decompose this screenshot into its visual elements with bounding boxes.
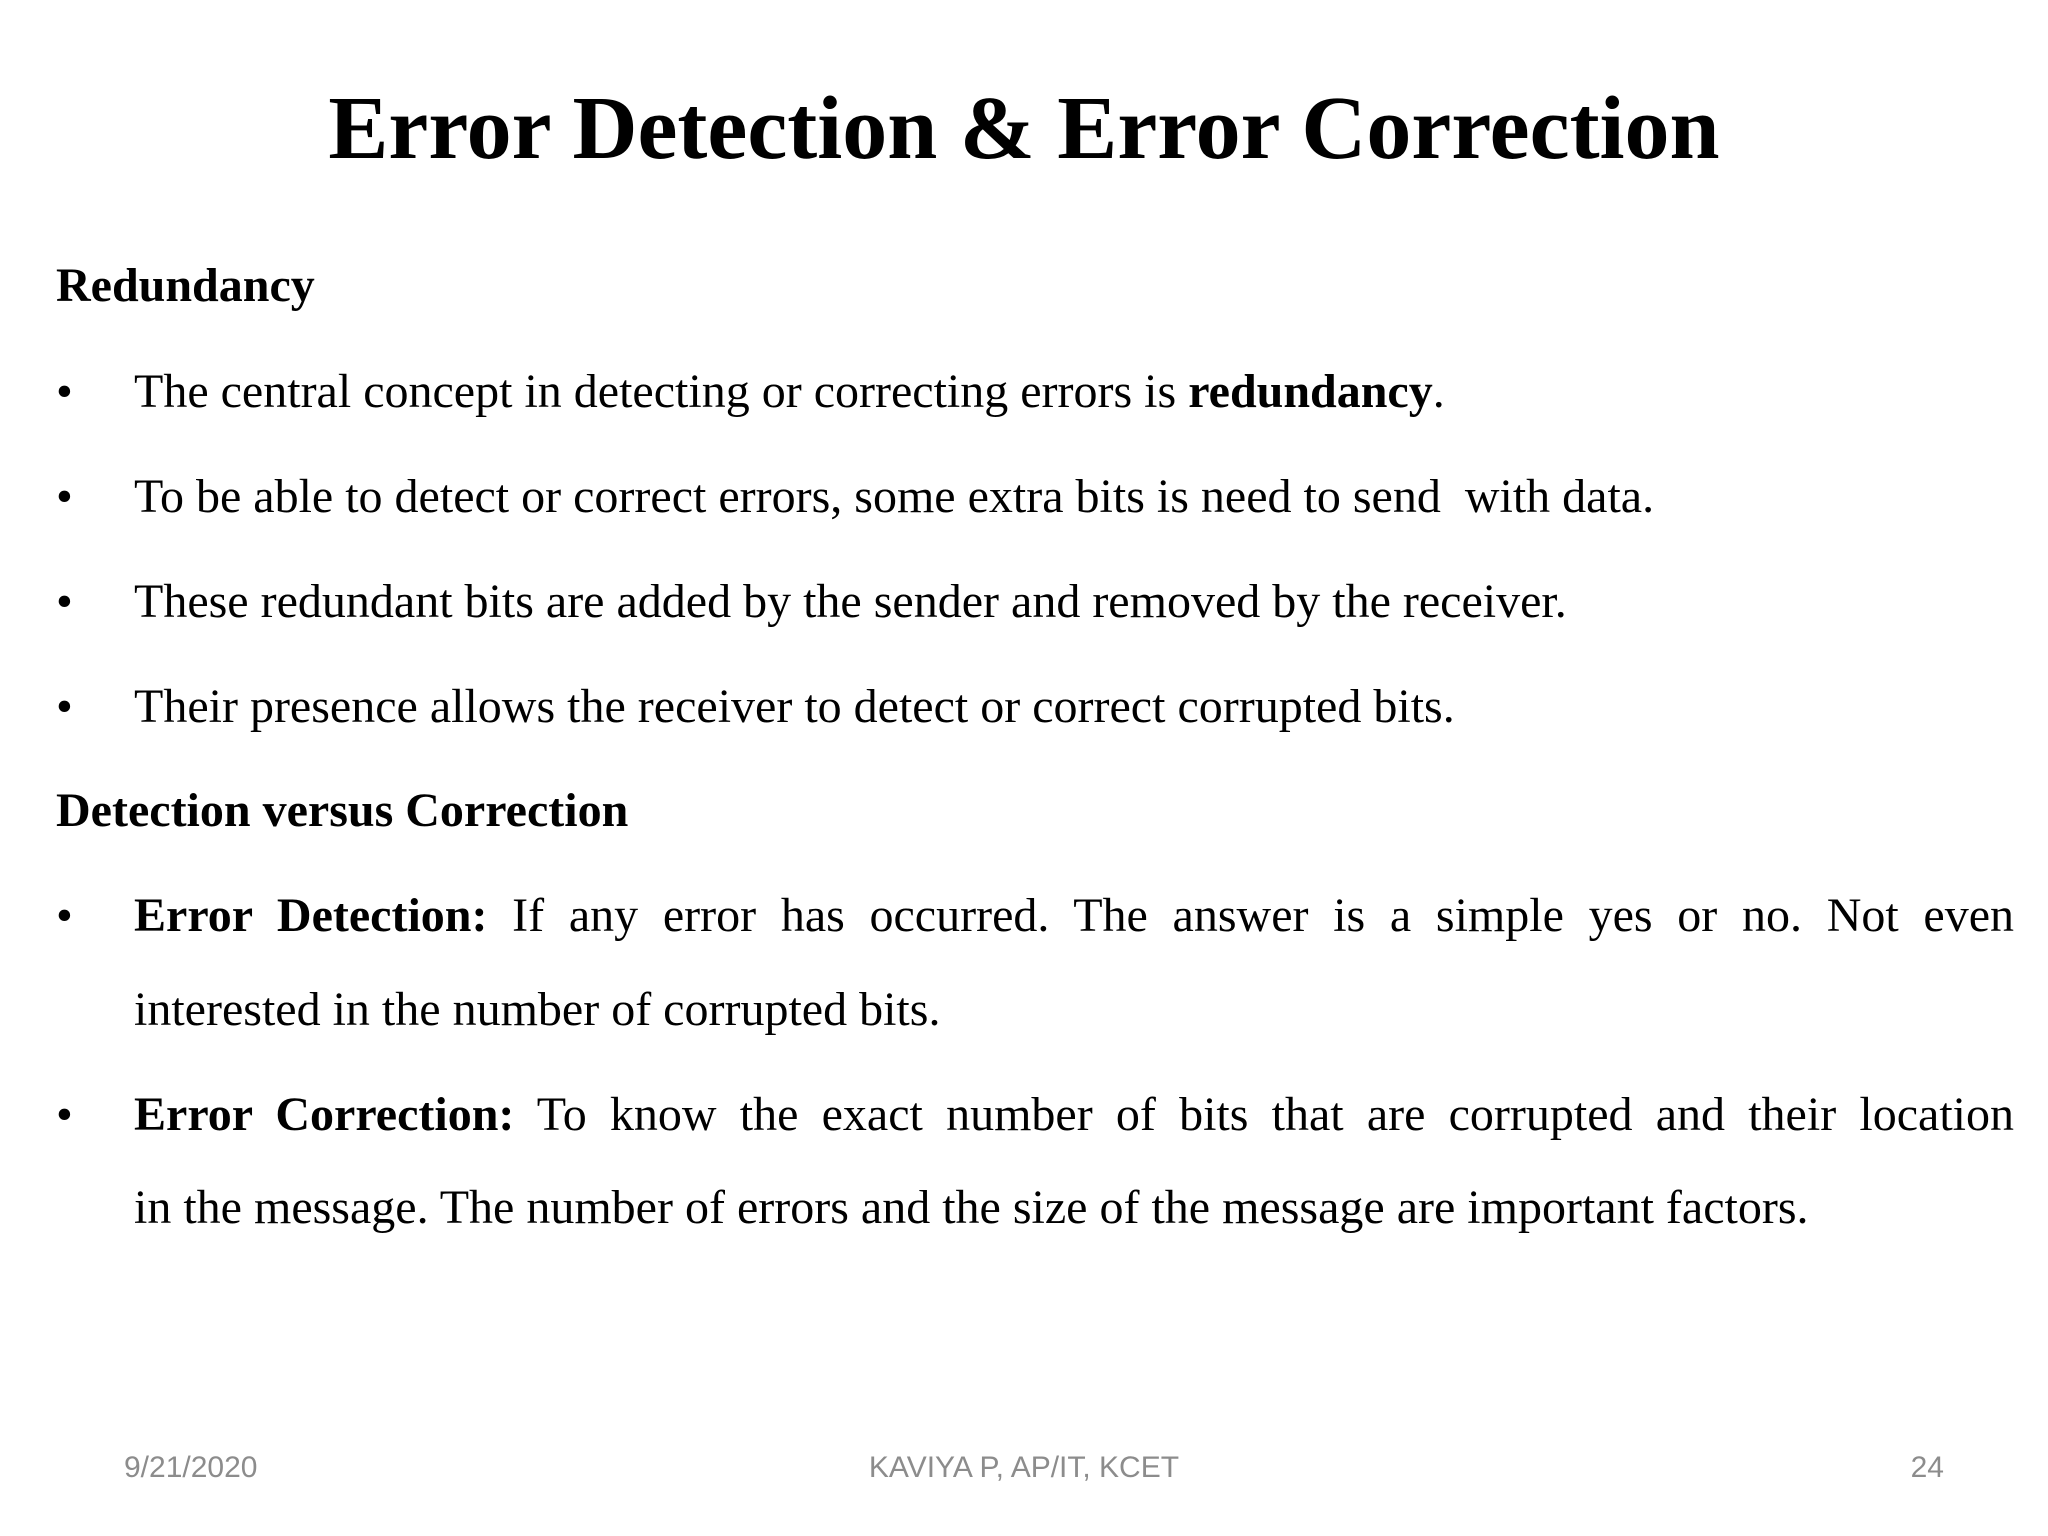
slide-title: Error Detection & Error Correction	[328, 79, 1720, 178]
bold-term: redundancy	[1188, 365, 1433, 418]
bullet-error-correction-line1	[134, 1085, 2014, 1145]
bullet-error-correction-line2: in the message. The number of errors and the size of the message are important factors.	[134, 1181, 1809, 1234]
bold-term: Error Correction:	[134, 1088, 515, 1141]
bullet-marker: •	[56, 575, 73, 628]
bullet-marker: •	[56, 470, 73, 523]
bullet-error-detection-line1	[134, 886, 2014, 946]
bullet-error-detection-line2: interested in the number of corrupted bits.	[134, 983, 941, 1036]
bullet-text: If any error has occurred. The answer is a simple yes or no. Not even	[487, 889, 2014, 942]
footer-author: KAVIYA P, AP/IT, KCET	[868, 1451, 1180, 1484]
bullet-marker: •	[56, 889, 73, 942]
bullet-text: The central concept in detecting or correcting errors is	[134, 365, 1189, 418]
bullet-redundancy-1	[134, 362, 1445, 422]
bullet-redundancy-3: These redundant bits are added by the sender and removed by the receiver.	[134, 575, 1567, 628]
bullet-redundancy-2: To be able to detect or correct errors, some extra bits is need to send with data.	[134, 470, 1655, 523]
bullet-marker: •	[56, 680, 73, 733]
section-heading-redundancy: Redundancy	[56, 259, 315, 312]
bullet-text-end: .	[1432, 365, 1445, 418]
bullet-marker: •	[56, 1088, 73, 1141]
bullet-redundancy-4: Their presence allows the receiver to detect or correct corrupted bits.	[134, 680, 1455, 733]
bullet-text: To know the exact number of bits that are corrupted and their location	[514, 1088, 2015, 1141]
section-heading-detection-vs-correction: Detection versus Correction	[56, 784, 629, 837]
footer-page-number: 24	[1910, 1451, 1944, 1484]
bold-term: Error Detection:	[134, 889, 488, 942]
footer-date: 9/21/2020	[124, 1451, 258, 1484]
bullet-marker: •	[56, 365, 73, 418]
